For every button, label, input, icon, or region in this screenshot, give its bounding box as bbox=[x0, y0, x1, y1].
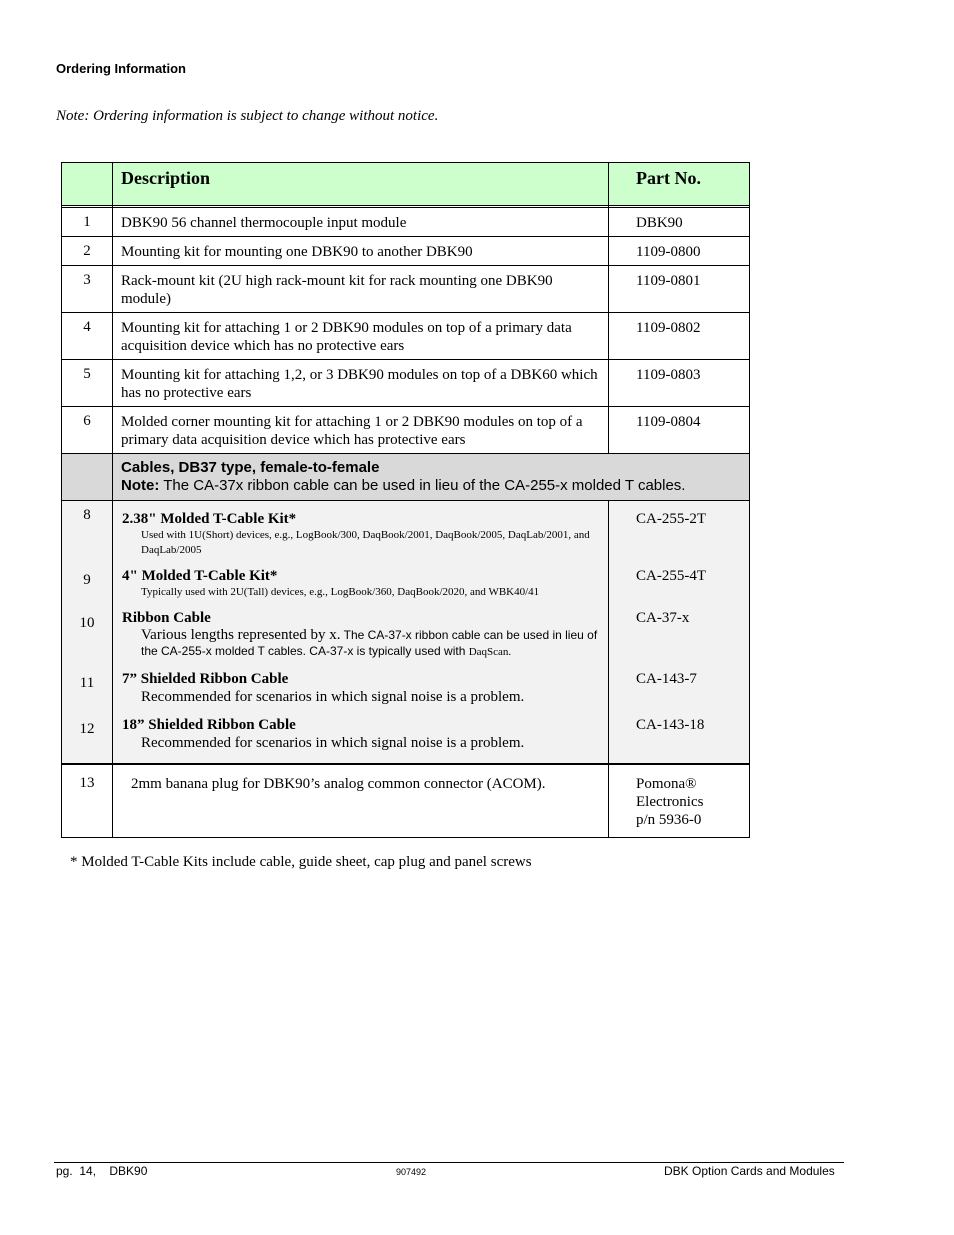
ordering-note: Note: Ordering information is subject to change without notice. bbox=[56, 108, 439, 124]
cable-subtext: Typically used with 2U(Tall) devices, e.g., LogBook/360, DaqBook/2020, and WBK40/41 bbox=[141, 586, 540, 598]
cable-item bbox=[122, 717, 602, 752]
row-description: Molded corner mounting kit for attaching 1 or 2 DBK90 modules on top of a primary data acquisition device which has protective ears bbox=[113, 407, 609, 454]
cable-part-no: CA-143-18 bbox=[636, 717, 705, 733]
cable-number: 11 bbox=[79, 675, 95, 691]
cables-section-header bbox=[62, 454, 750, 501]
table-row bbox=[62, 407, 750, 454]
cable-part-no: CA-255-2T bbox=[636, 511, 706, 527]
footnote: * Molded T-Cable Kits include cable, guide sheet, cap plug and panel screws bbox=[70, 854, 532, 870]
row-description: Mounting kit for attaching 1 or 2 DBK90 modules on top of a primary data acquisition device which has no protective ears bbox=[113, 313, 609, 360]
ordering-table bbox=[61, 162, 750, 838]
cables-title: Cables, DB37 type, female-to-female bbox=[121, 459, 380, 476]
cable-title: 7” Shielded Ribbon Cable bbox=[122, 671, 289, 687]
cables-note-text: The CA-37x ribbon cable can be used in lieu of the CA-255-x molded T cables. bbox=[159, 477, 686, 494]
row-description: Mounting kit for mounting one DBK90 to another DBK90 bbox=[113, 237, 609, 266]
footer-doc-number: 907492 bbox=[396, 1167, 427, 1177]
footer-rule bbox=[54, 1162, 844, 1163]
row-number: 1 bbox=[62, 208, 113, 237]
row-description: Mounting kit for attaching 1,2, or 3 DBK90 modules on top of a DBK60 which has no protective ears bbox=[113, 360, 609, 407]
part-line: Electronics bbox=[636, 793, 704, 810]
cable-number-column bbox=[62, 501, 113, 764]
cable-subtext: Recommended for scenarios in which signal noise is a problem. bbox=[141, 735, 525, 751]
row-part-no: 1109-0802 bbox=[609, 313, 750, 360]
cable-title: 18” Shielded Ribbon Cable bbox=[122, 717, 296, 733]
row-part-no bbox=[609, 764, 750, 838]
cable-part-column bbox=[609, 501, 750, 764]
cable-subtext: Recommended for scenarios in which signal noise is a problem. bbox=[141, 689, 525, 705]
row-description: Rack-mount kit (2U high rack-mount kit for rack mounting one DBK90 module) bbox=[113, 266, 609, 313]
part-line: Pomona® bbox=[636, 775, 697, 792]
cables-note-label: Note: bbox=[121, 477, 160, 494]
section-heading: Ordering Information bbox=[56, 61, 186, 76]
table-row bbox=[62, 360, 750, 407]
cable-subtext: Used with 1U(Short) devices, e.g., LogBook/300, DaqBook/2001, DaqBook/2005, DaqLab/2001, and DaqLab/2005 bbox=[141, 529, 590, 556]
table-row bbox=[62, 237, 750, 266]
row-number: 13 bbox=[62, 764, 113, 838]
table-header-row bbox=[62, 163, 750, 206]
cable-subtext-a: Various lengths represented by x. bbox=[141, 627, 341, 643]
cable-description-column bbox=[113, 501, 609, 764]
row-part-no: 1109-0804 bbox=[609, 407, 750, 454]
cable-title: 4" Molded T-Cable Kit* bbox=[122, 568, 278, 584]
footer-manual-title: DBK Option Cards and Modules bbox=[664, 1164, 835, 1178]
cable-number: 12 bbox=[79, 721, 95, 737]
cables-block bbox=[62, 501, 750, 764]
row-part-no: 1109-0801 bbox=[609, 266, 750, 313]
cable-part-no: CA-255-4T bbox=[636, 568, 706, 584]
row-number: 4 bbox=[62, 313, 113, 360]
footer-page-label: pg. 14, DBK90 bbox=[56, 1164, 148, 1178]
row-number: 5 bbox=[62, 360, 113, 407]
cable-title: 2.38" Molded T-Cable Kit* bbox=[122, 511, 297, 527]
row-description: 2mm banana plug for DBK90’s analog common connector (ACOM). bbox=[113, 764, 609, 838]
cable-item bbox=[122, 671, 602, 706]
cable-item bbox=[122, 568, 602, 600]
table-row bbox=[62, 313, 750, 360]
part-line: p/n 5936-0 bbox=[636, 811, 702, 828]
table-row bbox=[62, 266, 750, 313]
cable-item bbox=[122, 511, 602, 558]
cable-subtext-b: The CA-37-x ribbon cable can be used in lieu of the CA-255-x molded T cables. CA-37-x is typically used with bbox=[141, 628, 598, 658]
row-part-no: DBK90 bbox=[609, 208, 750, 237]
cable-part-no: CA-143-7 bbox=[636, 671, 697, 687]
table-row bbox=[62, 208, 750, 237]
header-description: Description bbox=[113, 163, 609, 206]
cables-header-text bbox=[113, 454, 750, 501]
cable-item bbox=[122, 610, 602, 660]
cable-title: Ribbon Cable bbox=[122, 610, 211, 626]
cable-subtext-c: DaqScan. bbox=[468, 646, 512, 658]
cable-number: 8 bbox=[83, 507, 91, 523]
cable-part-no: CA-37-x bbox=[636, 610, 690, 626]
header-part-no: Part No. bbox=[609, 163, 750, 206]
row-description: DBK90 56 channel thermocouple input module bbox=[113, 208, 609, 237]
header-num-cell bbox=[62, 163, 113, 206]
row-number: 3 bbox=[62, 266, 113, 313]
table-row bbox=[62, 764, 750, 838]
cables-header-num-cell bbox=[62, 454, 113, 501]
row-part-no: 1109-0803 bbox=[609, 360, 750, 407]
cable-number: 10 bbox=[79, 615, 95, 631]
row-part-no: 1109-0800 bbox=[609, 237, 750, 266]
cable-number: 9 bbox=[83, 572, 91, 588]
row-number: 2 bbox=[62, 237, 113, 266]
row-number: 6 bbox=[62, 407, 113, 454]
